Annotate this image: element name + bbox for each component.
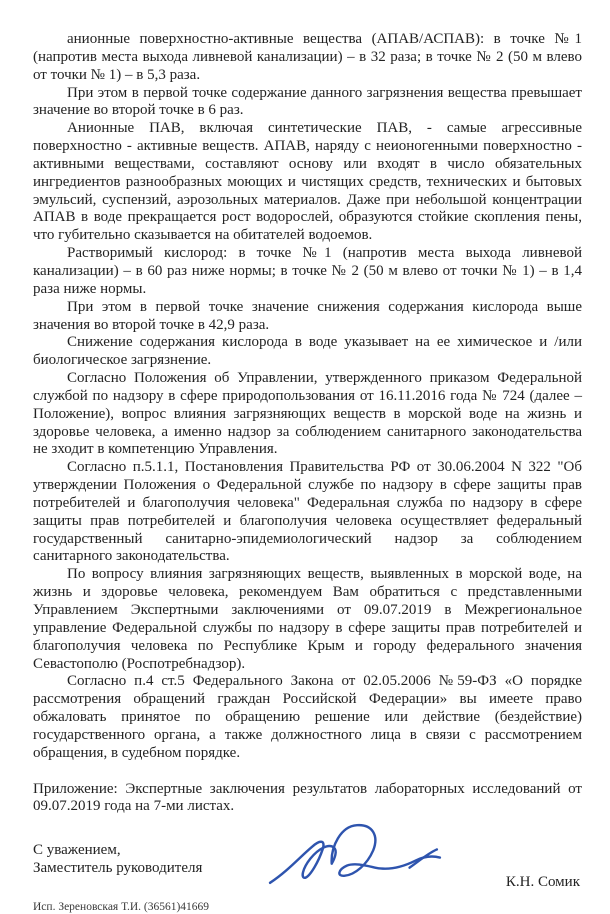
signature-scribble xyxy=(268,822,450,888)
letter-body xyxy=(33,31,582,763)
closing-block xyxy=(33,840,582,894)
paragraph: По вопросу влияния загрязняющих веществ, выявленных в морской воде, на жизнь и здоровье человека, рекомендуем Вам обратиться с представленными Управлением Экспертными заключениями от 09.07.2019 в Межрегиональное управление Федеральной службы по надзору в сфере защиты прав потребителей и благополучия человека по Республике Крым и городу федерального значения Севастополю (Роспотребнадзор). xyxy=(33,566,582,672)
signature-stroke xyxy=(270,842,336,883)
closing-left xyxy=(33,842,202,878)
paragraph: анионные поверхностно-активные вещества (АПАВ/АСПАВ): в точке №1 (напротив места выхода ливневой канализации) – в 32 раза; в точке № 2 (50 м влево от точки № 1) – в 5,3 раза. xyxy=(33,31,582,83)
signer-name: К.Н. Сомик xyxy=(505,874,580,891)
paragraph: Растворимый кислород: в точке №1 (напротив места выхода ливневой канализации) – в 60 раз ниже нормы; в точке № 2 (50 м влево от точки № 1) – в 1,4 раза ниже нормы. xyxy=(33,245,582,297)
paragraph: Согласно Положения об Управлении, утвержденного приказом Федеральной службой по надзору в сфере природопользования от 16.11.2016 года № 724 (далее – Положение), вопрос влияния загрязняющих веществ в морской воде на жизнь и здоровье человека, а именно надзор за соблюдением санитарного законодательства не зходит в компетенцию Управления. xyxy=(33,370,582,458)
paragraph: При этом в первой точке значение снижения содержания кислорода выше значения во второй точке в 42,9 раза. xyxy=(33,298,582,333)
closing-salutation: С уважением, xyxy=(33,842,121,859)
executor-line: Исп. Зереновская Т.И. (36561)41669 xyxy=(33,901,210,914)
paragraph: Согласно п.4 ст.5 Федерального Закона от 02.05.2006 №59-ФЗ «О порядке рассмотрения обращений граждан Российской Федерации» вы имеете право обжаловать принятое по обращению решение или действие (бездействие) государственного органа, а также должностного лица в связи с рассмотрением обращения, в судебном порядке. xyxy=(33,673,582,761)
attachment-line: Приложение: Экспертные заключения результатов лабораторных исследований от 09.07.2019 года на 7-ми листах. xyxy=(33,780,582,815)
paragraph: Снижение содержания кислорода в воде указывает на ее химическое и /или биологическое загрязнение. xyxy=(33,334,582,369)
paragraph: При этом в первой точке содержание данного загрязнения вещества превышает значение во второй точке в 6 раз. xyxy=(33,84,582,119)
paragraph: Согласно п.5.1.1, Постановления Правительства РФ от 30.06.2004 N 322 "Об утверждении Положения о Федеральной службе по надзору в сфере защиты прав потребителей и благополучия человека" Федеральная служба по надзору в сфере защиты прав потребителей и благополучия человека осуществляет федеральный государственный санитарно-эпидемиологический надзор за соблюдением санитарного законодательства. xyxy=(33,459,582,565)
paragraph: Анионные ПАВ, включая синтетические ПАВ, - самые агрессивные поверхностно - активные веществ. АПАВ, наряду с неионогенными поверхностно - активными веществами, составляют основу или входят в число обязательных ингредиентов разнообразных моющих и чистящих средств, технических и бытовых эмульсий, суспензий, аэрозольных материалов. Даже при небольшой концентрации АПАВ в воде прекращается рост водорослей, образуются стойкие скопления пены, что губительно сказывается на обитателей водоемов. xyxy=(33,120,582,244)
signature-stroke xyxy=(332,825,440,876)
signature-stroke xyxy=(410,850,437,868)
closing-position-title: Заместитель руководителя xyxy=(33,860,203,877)
